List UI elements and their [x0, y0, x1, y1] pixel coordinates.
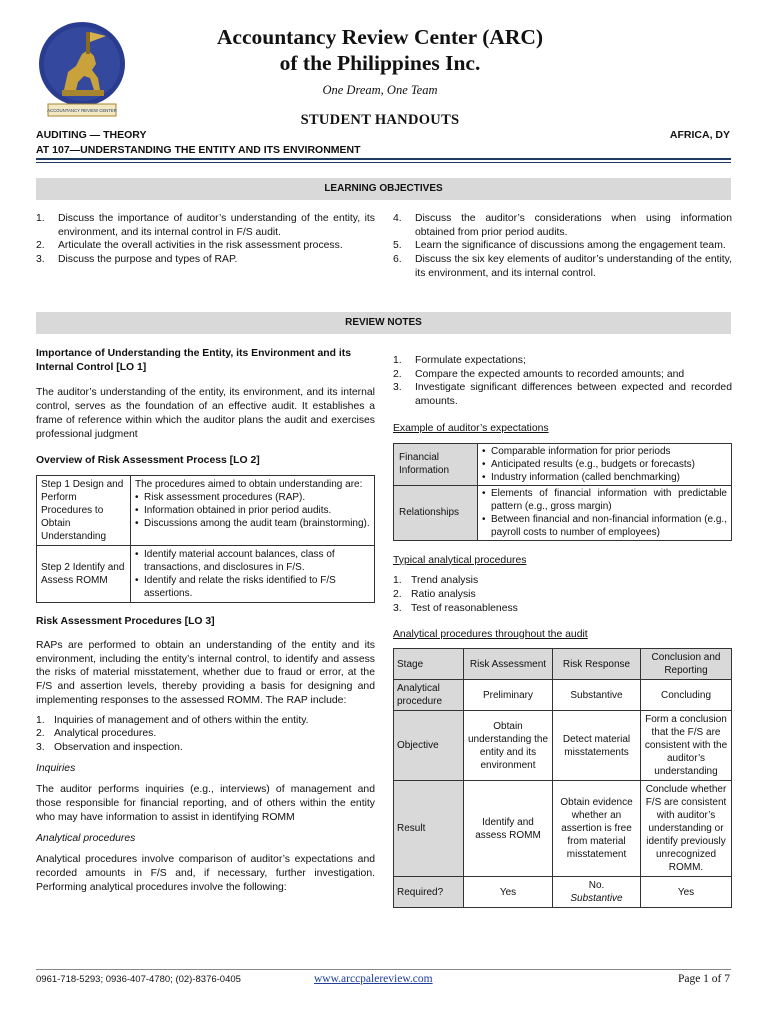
list-item: • Information obtained in prior period audits. — [135, 504, 370, 517]
org-title — [150, 24, 610, 76]
list-item: • Identify material account balances, class of transactions, and disclosures in F/S. — [135, 548, 370, 574]
header-rule-thin — [36, 162, 731, 163]
objective-item: 4. Discuss the auditor’s considerations when using information obtained from prior period audits. — [393, 213, 732, 238]
required-note: Substantive — [570, 893, 623, 905]
step1-intro: The procedures aimed to obtain understanding are: — [135, 479, 363, 491]
row-label: Analytical procedure — [394, 680, 464, 711]
inquiries-heading: Inquiries — [36, 762, 76, 774]
list-item: • Industry information (called benchmarking) — [482, 471, 727, 484]
list-item: 1. Inquiries of management and of others within the entity. — [36, 714, 309, 726]
relationships-content — [478, 485, 732, 540]
ap-heading: Analytical procedures — [36, 832, 136, 844]
table-cell: Preliminary — [464, 680, 553, 711]
table-row — [37, 546, 375, 603]
table-cell: Conclude whether F/S are consistent with auditor’s understanding or identify previously unrecognized ROMM. — [641, 781, 732, 877]
arc-logo — [36, 20, 128, 120]
expectations-heading: Example of auditor’s expectations — [393, 422, 549, 434]
objective-item: 1. Discuss the importance of auditor’s understanding of the entity, its environment, and its internal control in F/S audit. — [36, 213, 375, 238]
list-item: 1. Formulate expectations; — [393, 355, 526, 366]
list-item: • Between financial and non-financial information (e.g., payroll costs to number of employees) — [482, 513, 727, 539]
rap-text: RAPs are performed to obtain an understanding of the entity and its environment, including the entity’s internal control, to identify and assess the risks of material misstatement, whether due to fraud or error, at the F/S and assertion levels, thereby providing a basis for designing and implementing responses to the assessed ROMM. The RAP include: — [36, 639, 375, 706]
required-no: No. — [588, 880, 605, 892]
list-item: 2. Compare the expected amounts to recorded amounts; and — [393, 368, 685, 380]
importance-text: The auditor’s understanding of the entity, its environment, and its internal control, serves as the foundation of an effective audit. It establishes a frame of reference within which the auditor plans the audit and exercises professional judgment — [36, 387, 375, 440]
motto: One Dream, One Team — [322, 83, 438, 97]
list-item: 2. Ratio analysis — [393, 589, 476, 601]
objective-item: 5. Learn the significance of discussions among the engagement team. — [393, 240, 726, 252]
header-cell: Risk Response — [553, 649, 641, 680]
table-row — [394, 485, 732, 540]
objective-item: 3. Discuss the purpose and types of RAP. — [36, 254, 238, 266]
table-cell: Obtain understanding the entity and its environment — [464, 711, 553, 781]
svg-text:ACCOUNTANCY REVIEW CENTER: ACCOUNTANCY REVIEW CENTER — [47, 108, 117, 113]
list-item: 3. Investigate significant differences between expected and recorded amounts. — [393, 382, 732, 408]
list-item: 1. Trend analysis — [393, 575, 479, 587]
step2-content — [131, 546, 375, 603]
table-row — [394, 781, 732, 877]
expectations-table — [393, 443, 732, 541]
relationships-label: Relationships — [394, 485, 478, 540]
list-item: • Discussions among the audit team (brainstorming). — [135, 517, 370, 530]
review-notes-heading: REVIEW NOTES — [36, 312, 731, 334]
financial-info-label: Financial Information — [394, 443, 478, 485]
table-row — [394, 877, 732, 908]
header-rule — [36, 158, 731, 160]
table-cell: Concluding — [641, 680, 732, 711]
throughout-heading: Analytical procedures throughout the audit — [393, 628, 588, 640]
typical-list — [393, 574, 732, 615]
table-row — [37, 476, 375, 546]
table-row — [394, 443, 732, 485]
list-item: 3. Test of reasonableness — [393, 602, 518, 614]
title-line-1: Accountancy Review Center (ARC) — [216, 25, 544, 49]
list-item: • Identify and relate the risks identified to F/S assertions. — [135, 574, 370, 600]
step1-content — [131, 476, 375, 546]
financial-info-content — [478, 443, 732, 485]
header-cell: Risk Assessment — [464, 649, 553, 680]
title-line-2: of the Philippines Inc. — [279, 51, 481, 75]
table-cell: Substantive — [553, 680, 641, 711]
ap-text: Analytical procedures involve comparison of auditor’s expectations and recorded amounts in F/S and, if necessary, further investigation. Performing analytical procedures involve the following: — [36, 854, 375, 893]
inquiries-text: The auditor performs inquiries (e.g., interviews) of management and those responsible for financial reporting, and of others within the entity who may have information to assist in identifying ROMM — [36, 784, 375, 823]
objectives-left — [36, 212, 375, 267]
typical-heading: Typical analytical procedures — [393, 554, 527, 566]
objective-item: 6. Discuss the six key elements of auditor’s understanding of the entity, its environment, and its internal control. — [393, 254, 732, 279]
table-cell — [553, 877, 641, 908]
table-row — [394, 711, 732, 781]
step2-label: Step 2 Identify and Assess ROMM — [37, 546, 131, 603]
throughout-table — [393, 648, 732, 908]
right-column — [393, 354, 732, 908]
author: AFRICA, DY — [669, 129, 730, 141]
table-row — [394, 649, 732, 680]
table-row — [394, 680, 732, 711]
overview-table — [36, 475, 375, 603]
learning-objectives-heading: LEARNING OBJECTIVES — [36, 178, 731, 200]
topic: AT 107—UNDERSTANDING THE ENTITY AND ITS ENVIRONMENT — [36, 144, 361, 156]
table-cell: Yes — [641, 877, 732, 908]
objectives-right — [393, 212, 732, 281]
list-item: • Comparable information for prior periods — [482, 445, 727, 458]
page-number: Page 1 of 7 — [677, 973, 730, 985]
list-item: 2. Analytical procedures. — [36, 728, 157, 740]
rap-heading: Risk Assessment Procedures [LO 3] — [36, 616, 215, 628]
list-item: • Elements of financial information with predictable pattern (e.g., gross margin) — [482, 487, 727, 513]
left-column — [36, 347, 375, 895]
table-cell: Identify and assess ROMM — [464, 781, 553, 877]
row-label: Objective — [394, 711, 464, 781]
overview-heading: Overview of Risk Assessment Process [LO 2] — [36, 455, 260, 467]
footer-website-link[interactable]: www.arccpalereview.com — [314, 973, 433, 985]
table-cell: Yes — [464, 877, 553, 908]
row-label: Required? — [394, 877, 464, 908]
row-label: Result — [394, 781, 464, 877]
ap-steps-list — [393, 354, 732, 409]
header-cell: Stage — [394, 649, 464, 680]
rap-list — [36, 714, 375, 755]
step1-label: Step 1 Design and Perform Procedures to Obtain Understanding — [37, 476, 131, 546]
list-item: • Risk assessment procedures (RAP). — [135, 491, 370, 504]
list-item: • Anticipated results (e.g., budgets or forecasts) — [482, 458, 727, 471]
footer-phones: 0961-718-5293; 0936-407-4780; (02)-8376-0405 — [36, 974, 241, 985]
footer-rule — [36, 969, 731, 970]
header-cell: Conclusion and Reporting — [641, 649, 732, 680]
doc-type: STUDENT HANDOUTS — [300, 112, 460, 128]
importance-heading: Importance of Understanding the Entity, its Environment and its Internal Control [LO 1] — [36, 348, 352, 373]
table-cell: Obtain evidence whether an assertion is free from material misstatement — [553, 781, 641, 877]
subject: AUDITING — THEORY — [36, 129, 147, 141]
objective-item: 2. Articulate the overall activities in the risk assessment process. — [36, 240, 343, 252]
list-item: 3. Observation and inspection. — [36, 742, 183, 754]
table-cell: Detect material misstatements — [553, 711, 641, 781]
table-cell: Form a conclusion that the F/S are consistent with the auditor’s understanding — [641, 711, 732, 781]
